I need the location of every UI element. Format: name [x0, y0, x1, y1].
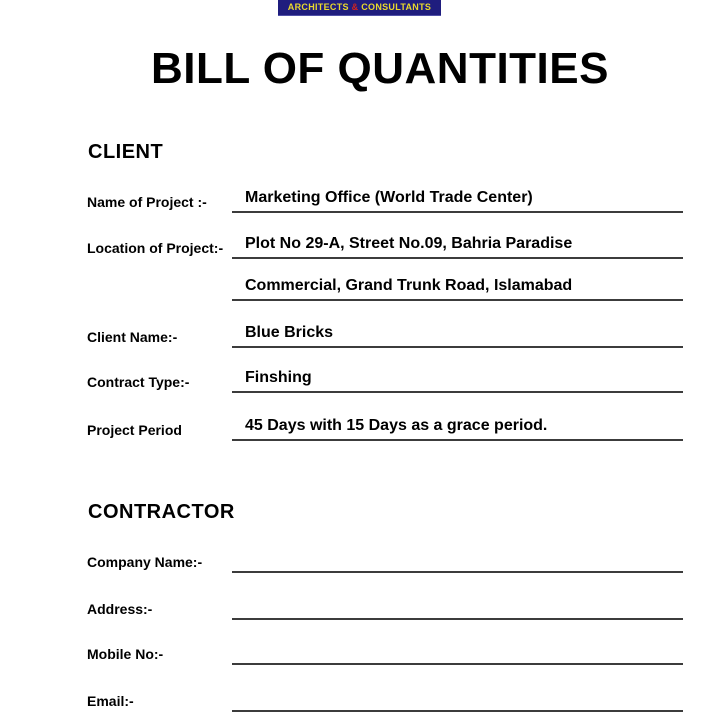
field-label: [87, 297, 232, 301]
field-value-blank-line: [232, 688, 683, 712]
logo-ampersand: &: [351, 2, 359, 12]
logo-architects: ARCHITECTS: [287, 2, 349, 12]
field-value-blank-line: [232, 641, 683, 665]
field-row-company-name: [87, 547, 683, 573]
field-label: Email:-: [87, 693, 134, 709]
field-label: Location of Project:-: [87, 240, 224, 256]
document-title: BILL OF QUANTITIES: [151, 44, 609, 93]
company-logo-banner: [278, 0, 441, 16]
contractor-section-heading: CONTRACTOR: [88, 501, 235, 523]
field-value-underlined: Plot No 29-A, Street No.09, Bahria Paradise: [232, 233, 683, 259]
field-label: Client Name:-: [87, 329, 178, 345]
field-label: Name of Project :-: [87, 194, 207, 210]
field-row-email: [87, 686, 683, 712]
logo-consultants: CONSULTANTS: [361, 2, 432, 12]
field-value-underlined: Finshing: [232, 367, 683, 393]
field-value-blank-line: [232, 596, 683, 620]
field-label: Company Name:-: [87, 554, 203, 570]
field-row-mobile-no: [87, 639, 683, 665]
field-row-contract-type: [87, 367, 683, 393]
field-label: Mobile No:-: [87, 646, 164, 662]
field-value-underlined: Marketing Office (World Trade Center): [232, 187, 683, 213]
field-label: Address:-: [87, 601, 153, 617]
field-row-location-of-project: [87, 233, 683, 259]
field-value-underlined: Blue Bricks: [232, 322, 683, 348]
client-section-heading: CLIENT: [88, 141, 164, 163]
field-value-underlined: 45 Days with 15 Days as a grace period.: [232, 415, 683, 441]
field-value-underlined: Commercial, Grand Trunk Road, Islamabad: [232, 275, 683, 301]
logo-text: [288, 3, 431, 12]
field-row-address: [87, 594, 683, 620]
field-row-name-of-project: [87, 187, 683, 213]
field-row-client-name: [87, 322, 683, 348]
field-label: Contract Type:-: [87, 374, 190, 390]
field-value-blank-line: [232, 549, 683, 573]
field-label: Project Period: [87, 422, 182, 438]
field-row-project-period: [87, 415, 683, 441]
field-row-location-continued: [87, 275, 683, 301]
